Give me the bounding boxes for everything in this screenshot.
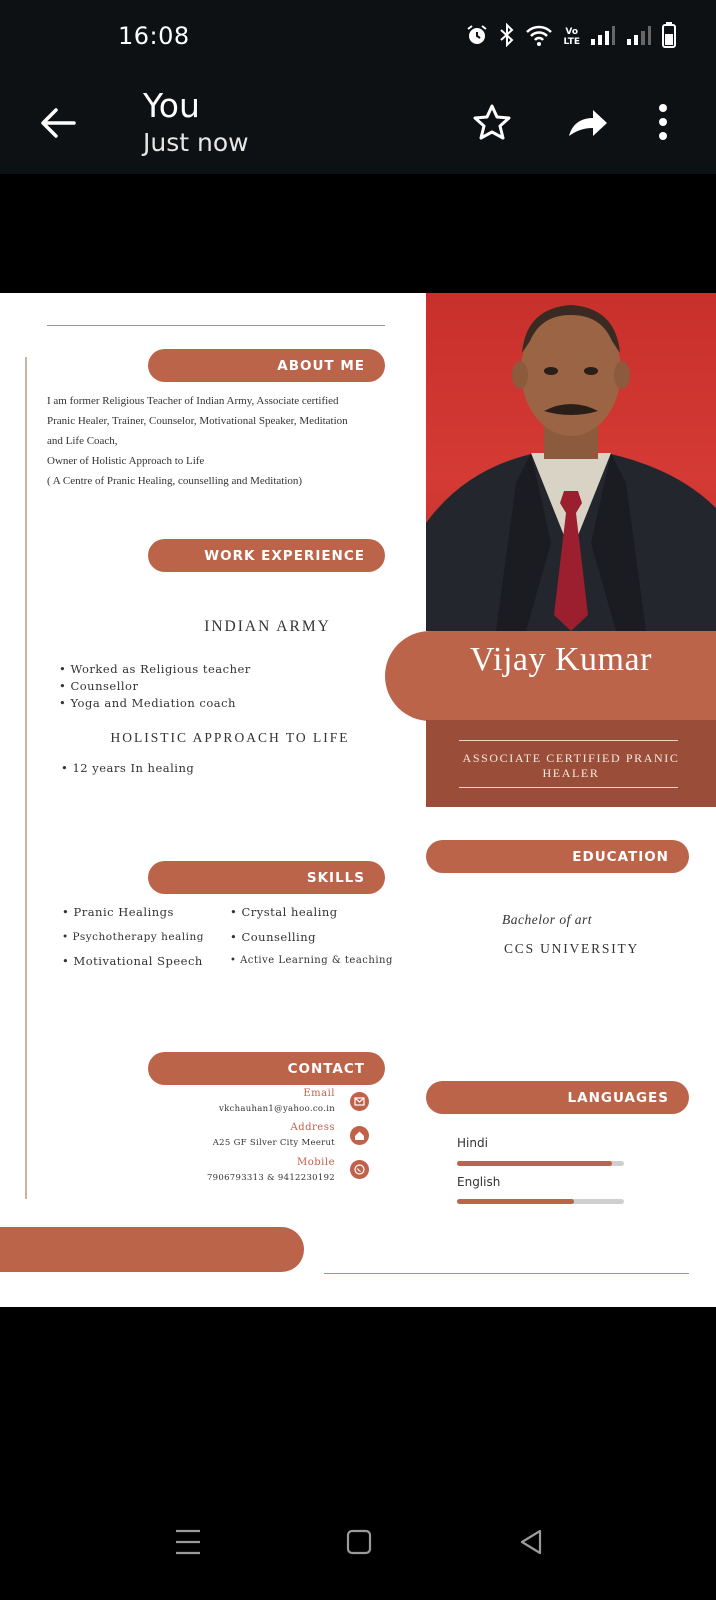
- about-me-text: [47, 391, 387, 491]
- org-holistic-approach: HOLISTIC APPROACH TO LIFE: [110, 730, 350, 745]
- back-nav-button[interactable]: [516, 1527, 546, 1557]
- address-value: A25 GF Silver City Meerut: [212, 1138, 335, 1148]
- navigation-bar: [0, 1510, 716, 1600]
- job-title-box: [426, 720, 716, 807]
- status-icons: [465, 22, 676, 52]
- sent-time: Just now: [143, 128, 249, 157]
- share-button[interactable]: [561, 96, 613, 148]
- contact-heading: CONTACT: [148, 1052, 385, 1085]
- list-item: • 12 years In healing: [61, 761, 195, 775]
- language-name: Hindi: [457, 1136, 488, 1150]
- skills-column-2: [230, 899, 393, 973]
- alarm-icon: [465, 23, 489, 51]
- list-item: • Pranic Healings: [62, 905, 174, 919]
- about-me-heading: ABOUT ME: [148, 349, 385, 382]
- email-icon: [350, 1092, 369, 1111]
- language-name: English: [457, 1175, 501, 1189]
- language-bar-fill: [457, 1199, 574, 1204]
- education-heading: EDUCATION: [426, 840, 689, 873]
- phone-icon: [350, 1160, 369, 1179]
- list-item: • Active Learning & teaching: [230, 955, 393, 966]
- degree: Bachelor of art: [502, 912, 592, 927]
- languages-heading: LANGUAGES: [426, 1081, 689, 1114]
- sender-name: You: [143, 86, 200, 125]
- language-bar: [457, 1161, 624, 1166]
- left-vertical-line: [25, 357, 27, 1199]
- list-item: • Counselling: [230, 930, 316, 944]
- app-bar: [0, 78, 716, 174]
- mobile-label: Mobile: [297, 1157, 335, 1168]
- indian-army-list: [59, 661, 251, 712]
- divider: [459, 740, 678, 741]
- wifi-icon: [525, 23, 553, 51]
- skills-column-1: [62, 899, 204, 973]
- star-button[interactable]: [466, 96, 518, 148]
- email-label: Email: [303, 1088, 335, 1099]
- title-block: [143, 84, 249, 158]
- back-arrow-icon: [34, 98, 84, 148]
- person-name: Vijay Kumar: [470, 641, 652, 678]
- address-label: Address: [290, 1122, 335, 1133]
- language-bar-fill: [457, 1161, 612, 1166]
- job-title: ASSOCIATE CERTIFIED PRANIC HEALER: [462, 751, 680, 780]
- menu-lines-icon: [168, 1527, 208, 1557]
- mobile-value: 7906793313 & 9412230192: [206, 1173, 335, 1183]
- divider: [459, 787, 678, 788]
- about-line: Pranic Healer, Trainer, Counselor, Motivational Speaker, Meditation: [47, 415, 348, 427]
- profile-photo: [426, 293, 716, 631]
- status-bar: [0, 0, 716, 78]
- volte-icon: Vo LTE: [563, 27, 580, 47]
- star-icon: [466, 96, 518, 148]
- university: CCS UNIVERSITY: [504, 941, 640, 956]
- about-line: and Life Coach,: [47, 435, 118, 447]
- footer-band: [0, 1227, 304, 1272]
- clock: 16:08: [118, 22, 190, 50]
- more-vert-icon: [648, 96, 678, 148]
- language-bar: [457, 1199, 624, 1204]
- home-square-icon: [344, 1527, 374, 1557]
- about-line: I am former Religious Teacher of Indian Army, Associate certified: [47, 395, 339, 407]
- list-item: • Counsellor: [59, 679, 139, 693]
- org-indian-army: INDIAN ARMY: [204, 618, 331, 635]
- signal-icon-1: [590, 23, 616, 51]
- email-value: vkchauhan1@yahoo.co.in: [218, 1104, 335, 1114]
- holistic-list: [61, 760, 194, 777]
- about-line: Owner of Holistic Approach to Life: [47, 455, 205, 467]
- skills-heading: SKILLS: [148, 861, 385, 894]
- list-item: • Crystal healing: [230, 905, 338, 919]
- about-line: ( A Centre of Pranic Healing, counselling and Meditation): [47, 475, 303, 487]
- list-item: • Psychotherapy healing: [62, 931, 205, 943]
- top-divider: [47, 325, 385, 326]
- footer-divider: [324, 1273, 689, 1274]
- resume-image[interactable]: [0, 293, 716, 1307]
- list-item: • Yoga and Mediation coach: [59, 696, 236, 710]
- home-icon: [350, 1126, 369, 1145]
- list-item: • Worked as Religious teacher: [59, 662, 251, 676]
- signal-icon-2: [626, 23, 652, 51]
- share-arrow-icon: [561, 96, 613, 148]
- bluetooth-icon: [499, 23, 515, 51]
- back-button[interactable]: [34, 98, 84, 148]
- work-experience-heading: WORK EXPERIENCE: [148, 539, 385, 572]
- more-options-button[interactable]: [648, 96, 700, 148]
- list-item: • Motivational Speech: [62, 954, 203, 968]
- back-triangle-icon: [516, 1527, 546, 1557]
- recents-button[interactable]: [168, 1527, 208, 1557]
- home-button[interactable]: [344, 1527, 374, 1557]
- battery-icon: [662, 22, 676, 52]
